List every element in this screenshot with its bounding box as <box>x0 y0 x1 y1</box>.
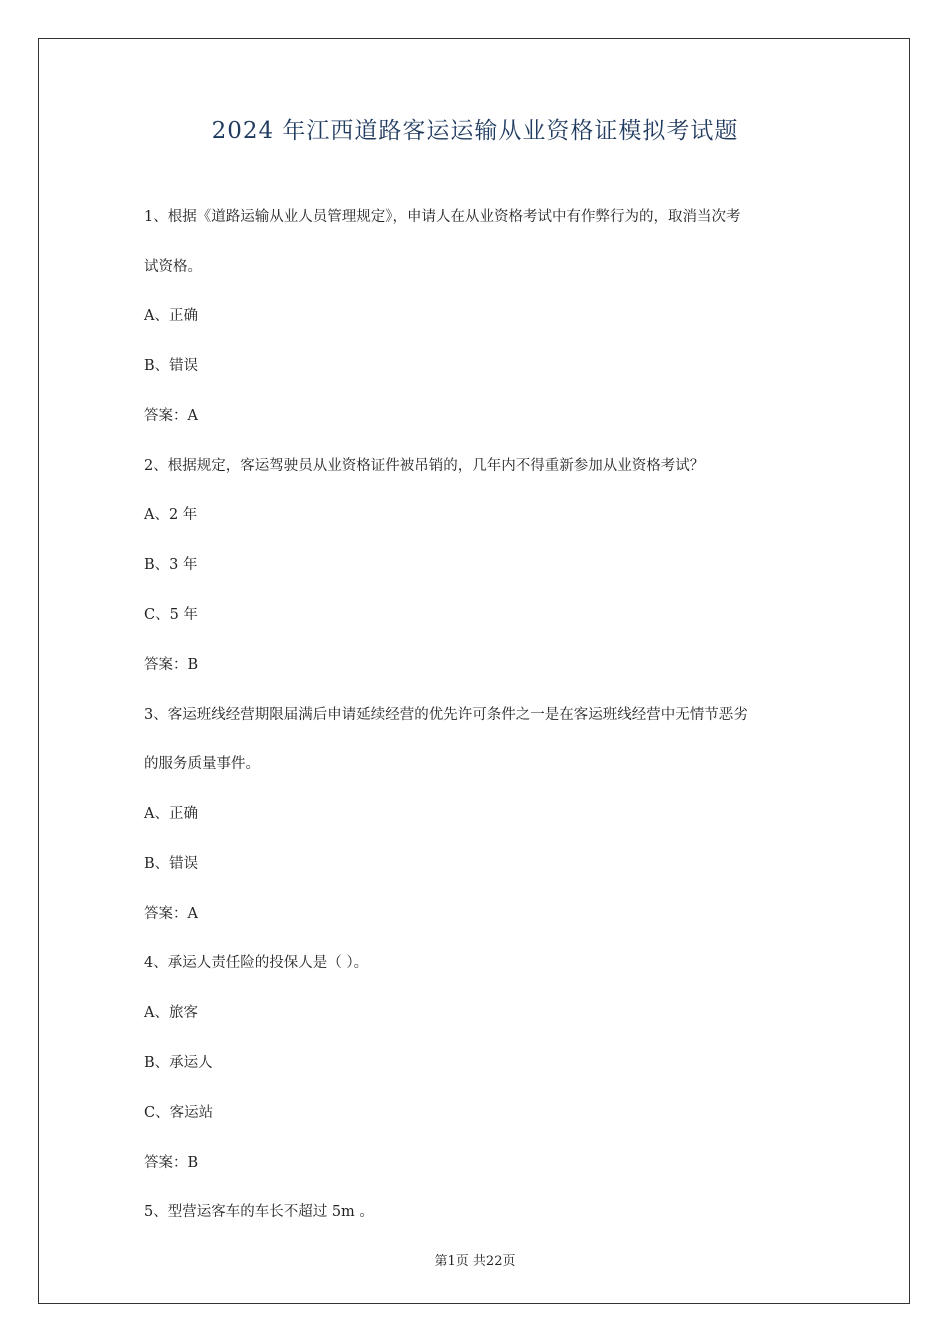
question-2-text: 2、根据规定，客运驾驶员从业资格证件被吊销的，几年内不得重新参加从业资格考试？ <box>144 458 705 474</box>
question-3-option-a: A、正确 <box>144 806 198 822</box>
question-1-option-b: B、错误 <box>144 358 199 374</box>
question-4-answer: 答案：B <box>144 1155 199 1171</box>
question-1-option-a: A、正确 <box>144 308 198 324</box>
question-3-text-line1: 3、客运班线经营期限届满后申请延续经营的优先许可条件之一是在客运班线经营中无情节恶劣 <box>144 707 748 723</box>
document-title: 2024 年江西道路客运运输从业资格证模拟考试题 <box>211 118 739 144</box>
page-number: 第1页 共22页 <box>434 1254 516 1269</box>
question-4-option-a: A、旅客 <box>144 1005 198 1021</box>
question-4-option-c: C、客运站 <box>144 1105 214 1121</box>
question-4-option-b: B、承运人 <box>144 1055 213 1071</box>
question-5-text: 5、型营运客车的车长不超过 5m 。 <box>144 1204 374 1220</box>
question-1-answer: 答案：A <box>144 408 198 424</box>
question-1-text-line2: 试资格。 <box>144 259 202 275</box>
question-1-text-line1: 1、根据《道路运输从业人员管理规定》，申请人在从业资格考试中有作弊行为的，取消当次考 <box>144 209 741 225</box>
question-3-text-line2: 的服务质量事件。 <box>144 756 260 772</box>
question-4-text: 4、承运人责任险的投保人是（ ）。 <box>144 955 369 971</box>
question-2-option-a: A、2 年 <box>144 507 198 523</box>
question-2-option-c: C、5 年 <box>144 607 198 623</box>
question-3-option-b: B、错误 <box>144 856 199 872</box>
question-2-option-b: B、3 年 <box>144 557 198 573</box>
question-3-answer: 答案：A <box>144 906 198 922</box>
question-2-answer: 答案：B <box>144 657 199 673</box>
